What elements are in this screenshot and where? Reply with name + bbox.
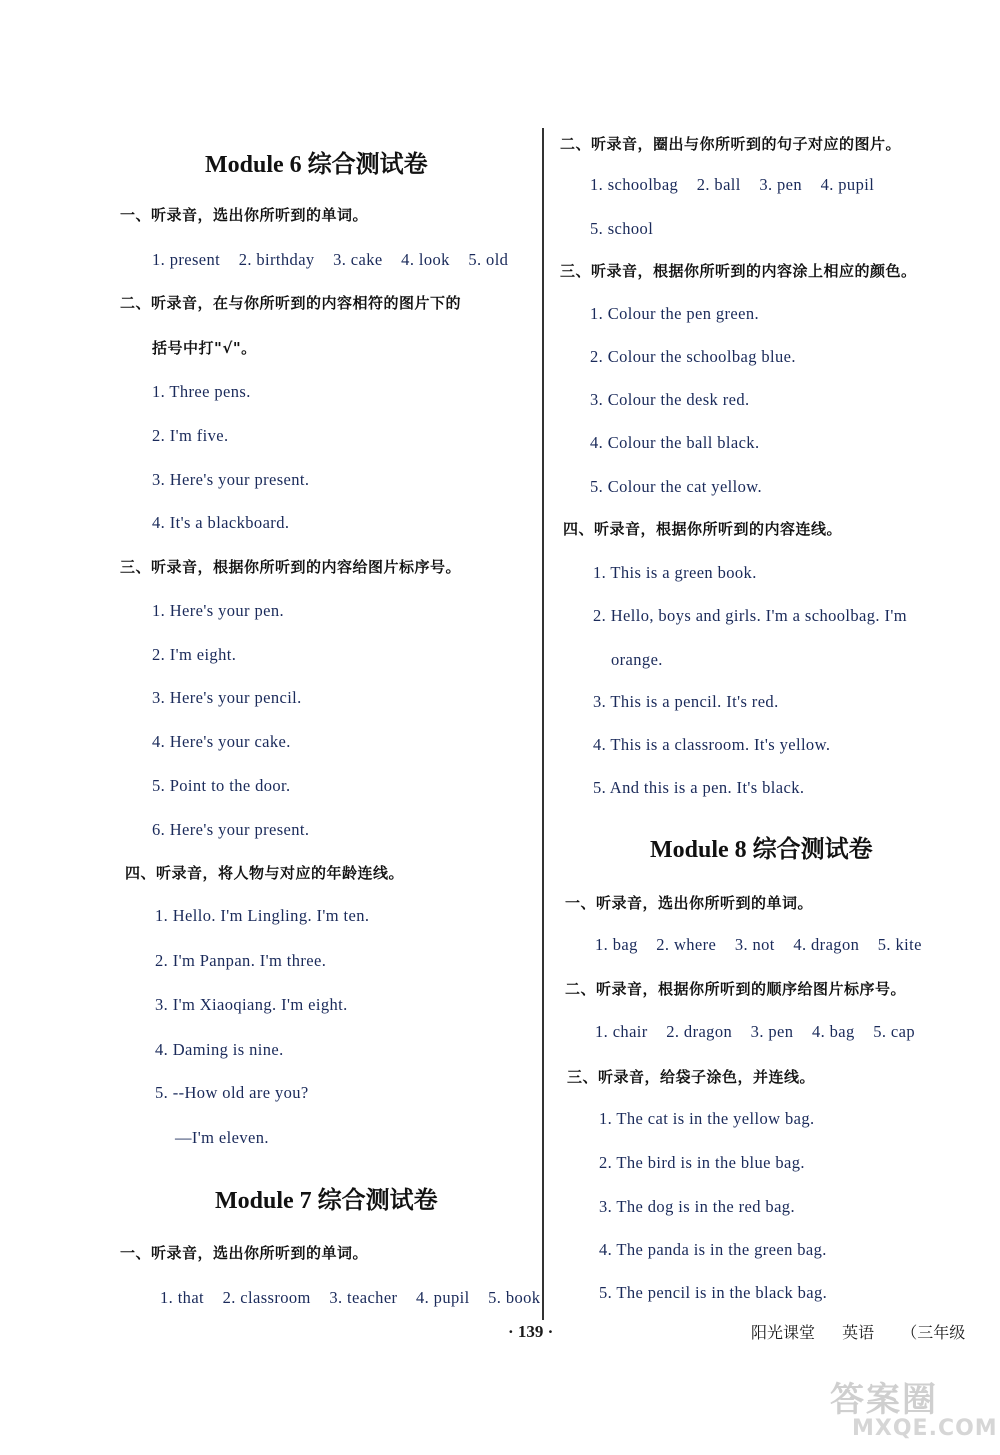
word: 3. cake [333,250,383,269]
list-item: 5. Colour the cat yellow. [590,477,763,496]
word: 1. present [152,250,221,269]
m7-section-1-heading: 一、听录音，选出你所听到的单词。 [120,1244,369,1262]
list-item: 1. Hello. I'm Lingling. I'm ten. [155,906,370,925]
book-series: 阳光课堂 [751,1323,816,1342]
m8-section-1-heading: 一、听录音，选出你所听到的单词。 [565,894,814,912]
m7-section-3-heading: 三、听录音，根据你所听到的内容涂上相应的颜色。 [560,262,917,280]
watermark-top: 答案圈 [830,1380,938,1420]
word: 5. school [590,219,654,238]
module-7-title: Module 7 综合测试卷 [215,1188,438,1214]
list-item: 5. And this is a pen. It's black. [593,778,805,797]
m6-section-3-heading: 三、听录音，根据你所听到的内容给图片标序号。 [120,558,462,576]
m8-section-2-words [595,1022,929,1042]
list-item: 3. Here's your pencil. [152,688,302,707]
word: 4. bag [811,1022,855,1041]
m6-section-2-heading: 二、听录音，在与你所听到的内容相符的图片下的 [120,294,462,312]
word: 5. cap [873,1022,916,1041]
list-item: 4. This is a classroom. It's yellow. [593,735,831,754]
watermark-bottom: MXQE.COM [852,1416,998,1441]
m6-section-2-heading-cont: 括号中打"√"。 [152,339,257,357]
list-item: 4. It's a blackboard. [152,513,290,532]
word: 3. teacher [329,1288,398,1307]
book-label [751,1320,987,1343]
m8-section-1-words [595,935,936,955]
list-item: 2. I'm five. [152,426,229,445]
word: 4. look [401,250,450,269]
list-item: 5. Point to the door. [152,776,291,795]
word: 3. not [734,935,775,954]
list-item-cont: orange. [611,650,663,669]
list-item: 6. Here's your present. [152,820,310,839]
list-item: 4. The panda is in the green bag. [599,1240,827,1259]
word: 4. pupil [820,175,875,194]
word: 4. dragon [793,935,860,954]
list-item: 1. Colour the pen green. [590,304,760,323]
watermark-logo [822,1372,998,1450]
word: 2. classroom [222,1288,311,1307]
book-subject: 英语 [842,1323,875,1342]
module-8-title: Module 8 综合测试卷 [650,837,873,863]
word: 1. chair [595,1022,648,1041]
list-item: 5. --How old are you? [155,1083,309,1102]
m7-section-4-heading: 四、听录音，根据你所听到的内容连线。 [563,520,843,538]
word: 1. bag [595,935,638,954]
word: 5. book [488,1288,541,1307]
m6-section-4-heading: 四、听录音，将人物与对应的年龄连线。 [125,864,405,882]
word: 2. ball [696,175,741,194]
book-grade: （三年级 [901,1323,966,1342]
list-item: 3. Colour the desk red. [590,390,750,409]
word: 4. pupil [415,1288,470,1307]
list-item: 2. I'm eight. [152,645,237,664]
list-item: 3. This is a pencil. It's red. [593,692,779,711]
m6-section-1-words [152,250,522,270]
list-item: 1. This is a green book. [593,563,757,582]
m7-section-2-heading: 二、听录音，圈出与你所听到的句子对应的图片。 [560,135,902,153]
word: 3. pen [750,1022,794,1041]
list-item: 1. Three pens. [152,382,251,401]
m8-section-2-heading: 二、听录音，根据你所听到的顺序给图片标序号。 [565,980,907,998]
list-item: 2. The bird is in the blue bag. [599,1153,805,1172]
m7-section-1-words [160,1288,554,1308]
list-item: 3. The dog is in the red bag. [599,1197,795,1216]
column-divider [542,128,544,1320]
word: 2. birthday [238,250,315,269]
word: 2. where [656,935,717,954]
list-item: —I'm eleven. [175,1128,269,1147]
list-item: 2. I'm Panpan. I'm three. [155,951,327,970]
m8-section-3-heading: 三、听录音，给袋子涂色，并连线。 [567,1068,816,1086]
list-item: 2. Colour the schoolbag blue. [590,347,796,366]
m7-section-2-words [590,175,888,195]
list-item: 4. Here's your cake. [152,732,291,751]
word: 3. pen [759,175,803,194]
word: 2. dragon [666,1022,733,1041]
word: 5. old [468,250,509,269]
list-item: 5. The pencil is in the black bag. [599,1283,828,1302]
m6-section-1-heading: 一、听录音，选出你所听到的单词。 [120,206,369,224]
list-item: 2. Hello, boys and girls. I'm a schoolbag. I'm [593,606,907,625]
page-number: · 139 · [508,1322,554,1341]
list-item: 4. Colour the ball black. [590,433,760,452]
word: 1. schoolbag [590,175,679,194]
list-item: 3. I'm Xiaoqiang. I'm eight. [155,995,348,1014]
list-item: 1. The cat is in the yellow bag. [599,1109,815,1128]
word: 1. that [160,1288,205,1307]
list-item: 4. Daming is nine. [155,1040,284,1059]
word: 5. kite [877,935,922,954]
list-item: 1. Here's your pen. [152,601,284,620]
list-item: 3. Here's your present. [152,470,310,489]
module-6-title: Module 6 综合测试卷 [205,152,428,178]
